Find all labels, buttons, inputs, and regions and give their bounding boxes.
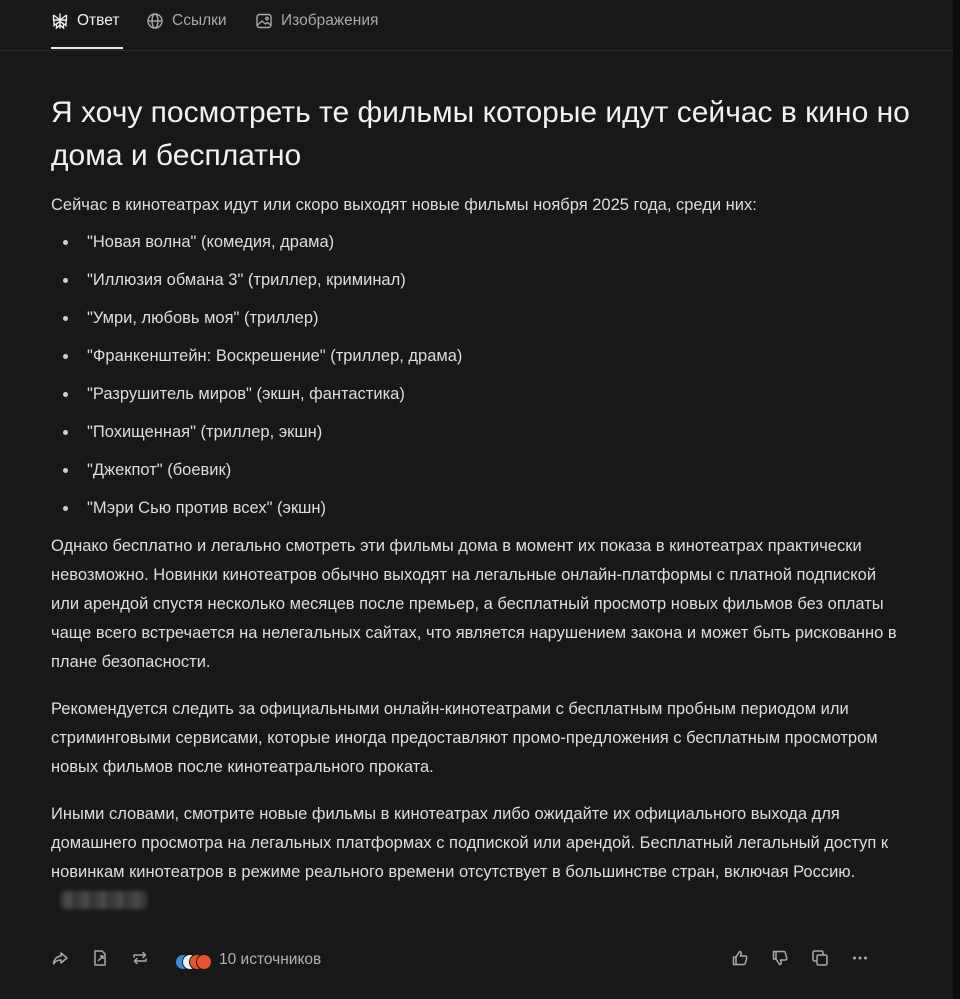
tab-images[interactable] bbox=[255, 11, 378, 31]
thumbs-down-icon bbox=[771, 949, 789, 972]
export-button[interactable] bbox=[90, 950, 110, 970]
copy-icon bbox=[811, 949, 829, 972]
film-list-item: "Джекпот" (боевик) bbox=[51, 455, 462, 493]
dislike-button[interactable] bbox=[770, 950, 790, 970]
more-options-button[interactable] bbox=[850, 950, 870, 970]
film-list-item: "Похищенная" (триллер, экшн) bbox=[51, 417, 462, 455]
film-list-item: "Разрушитель миров" (экшн, фантастика) bbox=[51, 379, 462, 417]
source-favicons bbox=[175, 950, 215, 970]
rewrite-button[interactable] bbox=[130, 950, 150, 970]
tab-answer[interactable] bbox=[51, 11, 119, 31]
tab-answer-label: Ответ bbox=[77, 12, 120, 29]
image-icon bbox=[255, 12, 273, 30]
film-list-item: "Иллюзия обмана 3" (триллер, криминал) bbox=[51, 265, 462, 303]
source-favicon bbox=[196, 954, 212, 970]
active-tab-indicator bbox=[51, 47, 123, 49]
share-icon bbox=[51, 949, 69, 972]
thumbs-up-icon bbox=[731, 949, 749, 972]
export-icon bbox=[91, 949, 109, 972]
film-list bbox=[51, 227, 462, 531]
answer-toolbar bbox=[0, 944, 953, 978]
film-list-item: "Умри, любовь моя" (триллер) bbox=[51, 303, 462, 341]
perplexity-logo-icon bbox=[51, 12, 69, 30]
globe-icon bbox=[146, 12, 164, 30]
share-button[interactable] bbox=[50, 950, 70, 970]
answer-paragraph: Рекомендуется следить за официальными онлайн-кинотеатрами с бесплатным пробным периодом или стриминговыми сервисами, которые иногда предоставляют промо-предложения с бесплатным просмотром новых фильмов после кинотеатрального проката. bbox=[51, 700, 878, 776]
more-icon bbox=[851, 949, 869, 972]
film-list-item: "Новая волна" (комедия, драма) bbox=[51, 227, 462, 265]
sources-button[interactable] bbox=[175, 948, 321, 972]
copy-button[interactable] bbox=[810, 950, 830, 970]
answer-paragraph: Однако бесплатно и легально смотреть эти фильмы дома в момент их показа в кинотеатрах практически невозможно. Новинки кинотеатров обычно выходят на легальные онлайн-платформы с платной подпиской или арендой спустя несколько месяцев после премьер, а бесплатный просмотр новых фильмов без оплаты чаще всего встречается на нелегальных сайтах, что является нарушением закона и может быть рискованно в плане безопасности. bbox=[51, 537, 897, 671]
tab-images-label: Изображения bbox=[281, 12, 379, 29]
film-list-item: "Франкенштейн: Воскрешение" (триллер, драма) bbox=[51, 341, 462, 379]
citation-chip[interactable] bbox=[61, 891, 147, 909]
answer-tabs bbox=[0, 0, 953, 51]
tab-links-label: Ссылки bbox=[172, 12, 227, 29]
question-title: Я хочу посмотреть те фильмы которые идут сейчас в кино но дома и бесплатно bbox=[51, 96, 910, 172]
sources-count: 10 источников bbox=[219, 951, 322, 968]
window-edge bbox=[953, 0, 960, 999]
film-list-item: "Мэри Сью против всех" (экшн) bbox=[51, 493, 462, 531]
answer-paragraph-final bbox=[51, 800, 901, 916]
answer-intro: Сейчас в кинотеатрах идут или скоро выходят новые фильмы ноября 2025 года, среди них: bbox=[51, 196, 757, 214]
tab-links[interactable] bbox=[146, 11, 227, 31]
answer-paragraph-text: Иными словами, смотрите новые фильмы в кинотеатрах либо ожидайте их официального выхода для домашнего просмотра на легальных платформах с подпиской или арендой. Бесплатный легальный доступ к новинкам кинотеатров в режиме реального времени отсутствует в большинстве стран, включая Россию. bbox=[51, 805, 889, 881]
like-button[interactable] bbox=[730, 950, 750, 970]
rewrite-icon bbox=[131, 949, 149, 972]
